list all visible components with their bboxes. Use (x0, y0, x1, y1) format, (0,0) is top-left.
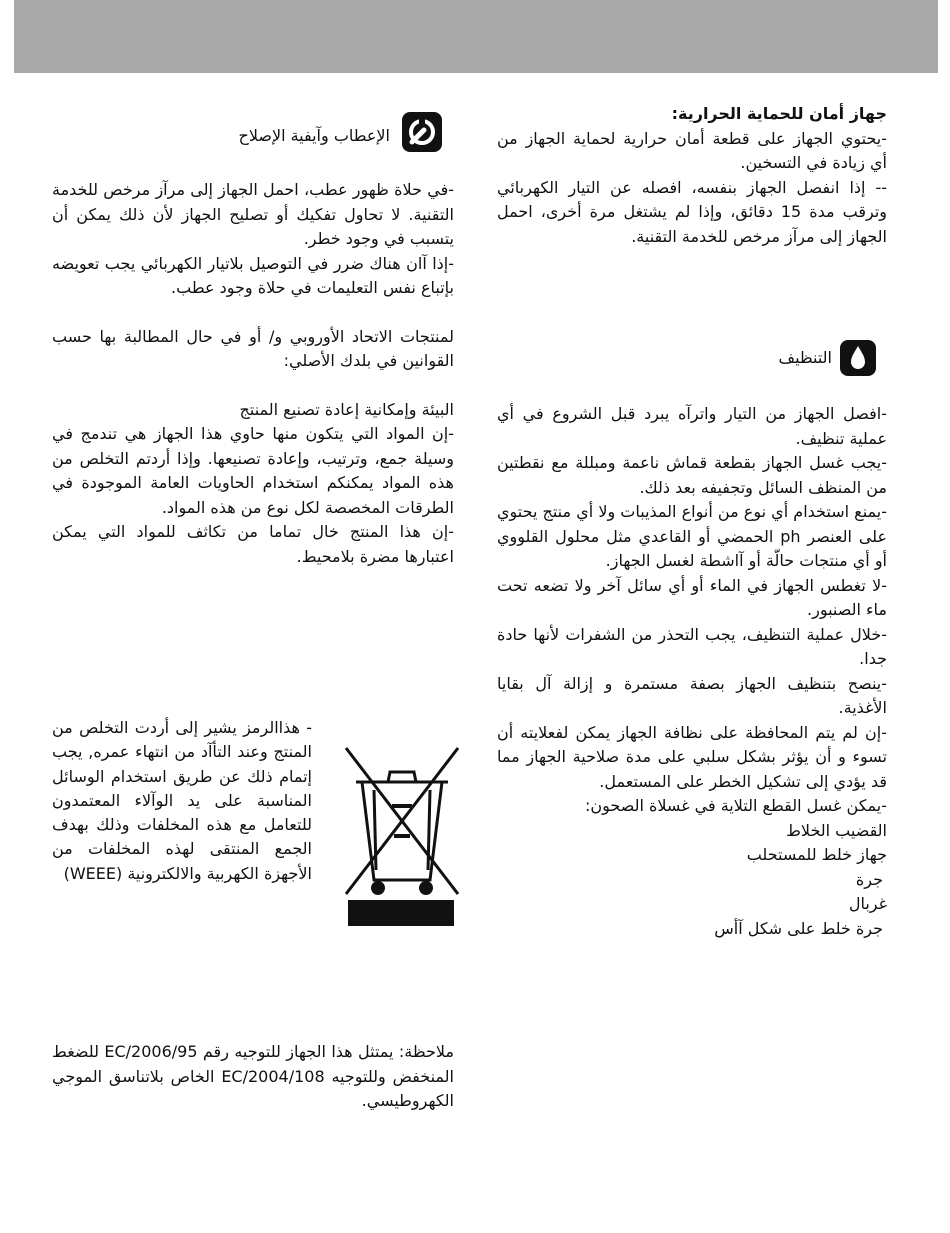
wrench-icon (402, 112, 442, 152)
crossed-bin-icon (334, 742, 464, 932)
cleaning-para: -افصل الجهاز من التيار واترآه يبرد قبل الشروع في أي عملية تنظيف. (497, 404, 887, 448)
environment-para: -إن المواد التي يتكون منها حاوي هذا الجهاز هي تندمج في وسيلة جمع، وترتيب، وإعادة تصنيعها. وإذا أردتم التخلص من هذه المواد يمكنكم استخدام الحاويات العامة الموجودة في الطرقات المخصصة لكل نوع من هذه المواد. (52, 424, 454, 517)
weee-text: - هذاالرمز يشير إلى أردت التخلص من المنتج وعند التأآد من انتهاء عمره, يجب إتمام ذلك عن طريق استخدام الوسائل المناسبة على يد الوآلاء المعتمدون للتعامل مع هذه المخلفات وذلك بهدف الجمع المنتقى لهذه المخلفات من الأجهزة الكهربية والالكترونية (WEEE) (52, 718, 312, 883)
repair-title: الإعطاب وآيفية الإصلاح (238, 126, 390, 145)
cleaning-para: -يمنع استخدام أي نوع من أنواع المذيبات ولا أي منتج يحتوي على العنصر ph الحمضي أو القاعدي مثل محلول القلووي أو أي منتجات حالّة أو آاشطة لغسل الجهاز. (497, 502, 888, 570)
eu-note: لمنتجات الاتحاد الأوروبي و/ أو في حال المطالبة بها حسب القوانين في بلدك الأصلي: (52, 326, 454, 370)
dishwasher-item: جرة خلط على شكل آأس (714, 918, 883, 938)
repair-para: -في حلاة ظهور عطب، احمل الجهاز إلى مرآز مرخص للخدمة التقنية. لا تحاول تفكيك أو تصليح الجهاز لأن ذلك يمكن أن يتسبب في وجود خطر. (52, 180, 454, 248)
drop-icon (840, 340, 876, 376)
repair-para: -إذا آان هناك ضرر في التوصيل بلاتيار الكهربائي يجب تعويضه بإتباع نفس التعليمات في حلاة وجود عطب. (52, 253, 454, 297)
dishwasher-item: القضيب الخلاط (786, 820, 887, 840)
environment-para: -إن هذا المنتج خال تماما من تكاثف للمواد التي يمكن اعتبارها مضرة بلامحيط. (52, 522, 454, 566)
cleaning-para: -خلال عملية التنظيف، يجب التحذر من الشفرات لأنها حادة جدا. (497, 624, 887, 668)
cleaning-para: -يجب غسل الجهاز بقطعة قماش ناعمة ومبللة مع نقطتين من المنظف السائل وتجفيفه بعد ذلك. (497, 453, 887, 497)
thermal-line-2: -- إذا انفصل الجهاز بنفسه، افصله عن التيار الكهربائي وترقب مدة 15 دقائق، وإذا لم يشتغل مرة أخرى، احمل الجهاز إلى مرآز مرخص للخدمة التقنية. (497, 177, 888, 246)
left-column (52, 178, 454, 569)
right-column (497, 102, 887, 249)
cleaning-para: -يمكن غسل القطع التلاية في غسلاة الصحون: (584, 796, 887, 815)
cleaning-para: -ينصح بتنظيف الجهاز بصفة مستمرة و إزالة آل بقايا الأغذية. (497, 673, 887, 717)
dishwasher-item: جرة (855, 869, 883, 889)
cleaning-body (497, 402, 887, 941)
dishwasher-item: غربال (848, 894, 887, 913)
directive-note: ملاحظة: يمتثل هذا الجهاز للتوجيه رقم 2006/95/EC للضغط المنخفض وللتوجيه 2004/108/EC الخاص بلاتناسق الموجي الكهروطيسي. (52, 1042, 454, 1110)
thermal-heading: جهاز أمان للحماية الحرارية: (671, 104, 887, 123)
cleaning-para: -لا تغطس الجهاز في الماء أو أي سائل آخر ولا تضعه تحت ماء الصنبور. (497, 575, 887, 619)
header-bar (14, 0, 938, 73)
cleaning-title: التنظيف (778, 348, 832, 367)
dishwasher-item: جهاز خلط للمستحلب (746, 845, 887, 864)
cleaning-para: -إن لم يتم المحافظة على نظافة الجهاز يمكن لفعلايته أن تسوء و أن يؤثر بشكل سلبي على مدة صلاحية الجهاز مما قد يؤدي إلى تشكيل الخطر على المستعمل. (497, 722, 887, 791)
thermal-line-1: -يحتوي الجهاز على قطعة أمان حرارية لحماية الجهاز من أي زيادة في التسخين. (497, 128, 887, 172)
environment-title: البيئة وإمكانية إعادة تصنيع المنتج (239, 399, 454, 419)
